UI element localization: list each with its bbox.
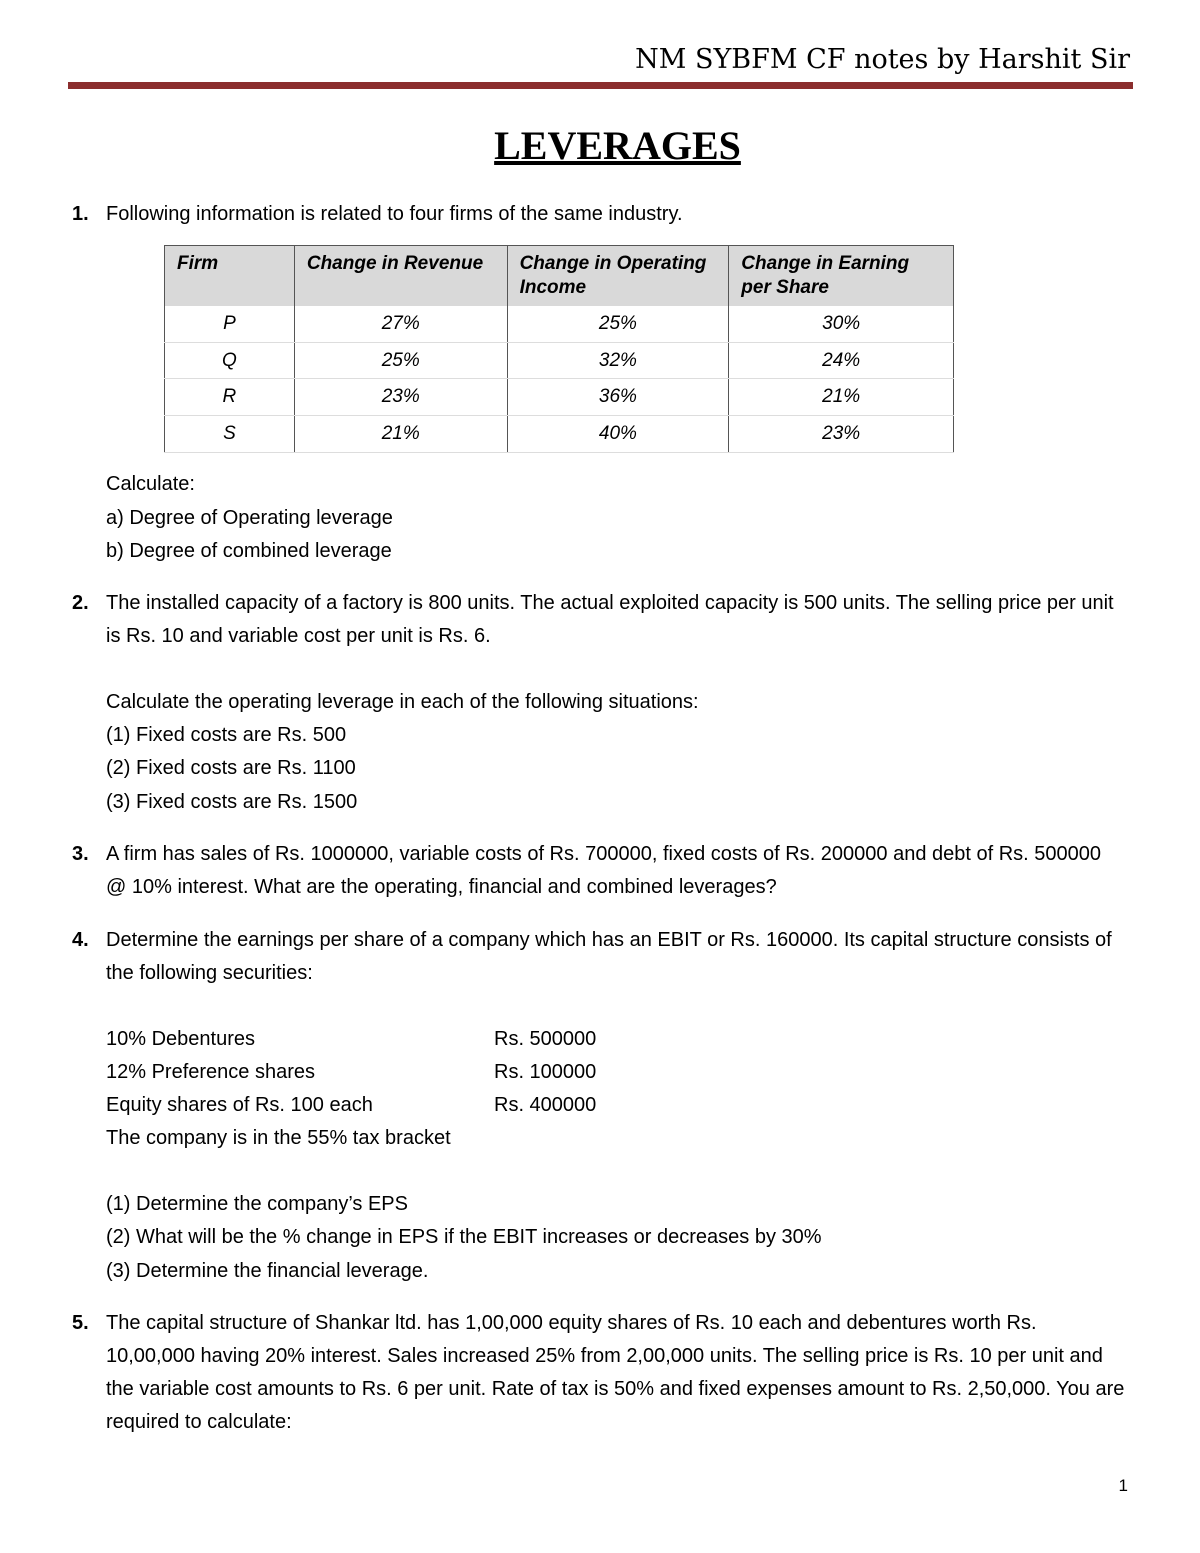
table-cell: 40% bbox=[507, 416, 729, 453]
question-text: Determine the earnings per share of a company which has an EBIT or Rs. 160000. Its capital structure consists of the following securities: bbox=[106, 929, 1112, 984]
column-header: Firm bbox=[165, 246, 295, 307]
security-label: 10% Debentures bbox=[106, 1028, 255, 1050]
table-cell: 30% bbox=[729, 306, 954, 342]
page-number: 1 bbox=[1118, 1476, 1128, 1495]
table-row bbox=[165, 306, 954, 342]
security-label: 12% Preference shares bbox=[106, 1061, 316, 1083]
sub-question: (1) Fixed costs are Rs. 500 bbox=[106, 724, 347, 746]
question-text: A firm has sales of Rs. 1000000, variable costs of Rs. 700000, fixed costs of Rs. 200000 and debt of Rs. 500000 @ 10% interest. What are the operating, financial and combined leverages? bbox=[106, 843, 1102, 898]
table-cell: 21% bbox=[294, 416, 507, 453]
table-cell: S bbox=[165, 416, 295, 453]
security-amount: Rs. 100000 bbox=[494, 1061, 597, 1083]
sub-question: (2) What will be the % change in EPS if the EBIT increases or decreases by 30% bbox=[106, 1226, 822, 1248]
sub-question: (3) Fixed costs are Rs. 1500 bbox=[106, 791, 358, 813]
table-cell: P bbox=[165, 306, 295, 342]
firms-table bbox=[164, 245, 954, 453]
table-cell: 21% bbox=[729, 379, 954, 416]
question-number: 2. bbox=[72, 592, 89, 614]
column-header: Change in Operating Income bbox=[507, 246, 729, 307]
page-title: LEVERAGES bbox=[494, 123, 741, 168]
table-cell: Q bbox=[165, 342, 295, 379]
sub-question: b) Degree of combined leverage bbox=[106, 540, 392, 562]
header-rule bbox=[68, 82, 1133, 89]
sub-question: (2) Fixed costs are Rs. 1100 bbox=[106, 757, 356, 779]
column-header: Change in Earning per Share bbox=[729, 246, 954, 307]
security-label: Equity shares of Rs. 100 each bbox=[106, 1094, 373, 1116]
table-cell: 36% bbox=[507, 379, 729, 416]
question-number: 1. bbox=[72, 203, 89, 225]
column-header: Change in Revenue bbox=[294, 246, 507, 307]
question-number: 5. bbox=[72, 1312, 89, 1334]
table-cell: 25% bbox=[294, 342, 507, 379]
question-text: The capital structure of Shankar ltd. has 1,00,000 equity shares of Rs. 10 each and debentures worth Rs. 10,00,000 having 20% interest. Sales increased 25% from 2,00,000 units. The selling price is Rs. 10 per unit and the variable cost amounts to Rs. 6 per unit. Rate of tax is 50% and fixed expenses amount to Rs. 2,50,000. You are required to calculate: bbox=[106, 1312, 1125, 1433]
page-header: NM SYBFM CF notes by Harshit Sir bbox=[635, 44, 1130, 75]
table-row bbox=[165, 416, 954, 453]
question-number: 3. bbox=[72, 843, 89, 865]
table-header-row bbox=[165, 246, 954, 307]
sub-question: (1) Determine the company’s EPS bbox=[106, 1193, 408, 1215]
question-text: The installed capacity of a factory is 800 units. The actual exploited capacity is 500 units. The selling price per unit is Rs. 10 and variable cost per unit is Rs. 6. bbox=[106, 592, 1114, 647]
table-cell: 25% bbox=[507, 306, 729, 342]
table-cell: 23% bbox=[294, 379, 507, 416]
security-amount: Rs. 500000 bbox=[494, 1028, 597, 1050]
table-cell: 32% bbox=[507, 342, 729, 379]
table-cell: 23% bbox=[729, 416, 954, 453]
table-row bbox=[165, 379, 954, 416]
table-cell: 24% bbox=[729, 342, 954, 379]
sub-question: (3) Determine the financial leverage. bbox=[106, 1260, 429, 1282]
sub-question: a) Degree of Operating leverage bbox=[106, 507, 393, 529]
table-cell: R bbox=[165, 379, 295, 416]
question-number: 4. bbox=[72, 929, 89, 951]
question-text: Following information is related to four firms of the same industry. bbox=[106, 203, 683, 225]
calculate-label: Calculate the operating leverage in each of the following situations: bbox=[106, 691, 699, 713]
security-amount: Rs. 400000 bbox=[494, 1094, 597, 1116]
calculate-label: Calculate: bbox=[106, 473, 195, 495]
tax-note: The company is in the 55% tax bracket bbox=[106, 1127, 451, 1149]
table-row bbox=[165, 342, 954, 379]
table-cell: 27% bbox=[294, 306, 507, 342]
